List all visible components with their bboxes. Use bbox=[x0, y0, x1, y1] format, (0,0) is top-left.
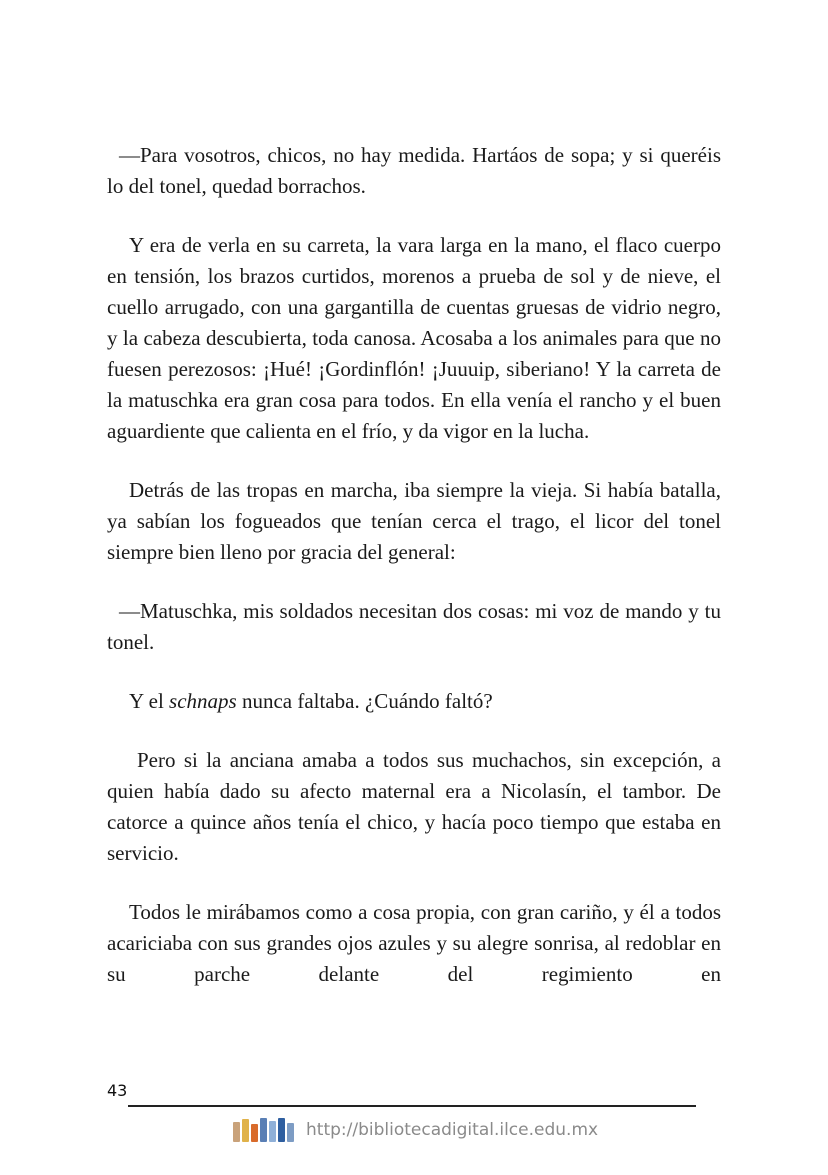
paragraph-dialog-1: —Para vosotros, chicos, no hay medida. Hartáos de sopa; y si queréis lo del tonel, quedad borrachos. bbox=[107, 143, 721, 198]
paragraph-dialog-4: —Matuschka, mis soldados necesitan dos cosas: mi voz de mando y tu tonel. bbox=[107, 599, 721, 654]
paragraph-5-italic-word: schnaps bbox=[169, 689, 237, 713]
page-number: 43 bbox=[107, 1081, 128, 1100]
paragraph-5 bbox=[107, 686, 721, 717]
paragraph-5-before: Y el bbox=[129, 689, 170, 713]
paragraph-7: Todos le mirábamos como a cosa propia, con gran cariño, y él a todos acariciaba con sus grandes ojos azules y su alegre sonrisa, al redoblar en su parche delante del regimiento en bbox=[107, 900, 721, 986]
books-logo-icon bbox=[233, 1118, 296, 1142]
paragraph-3: Detrás de las tropas en marcha, iba siempre la vieja. Si había batalla, ya sabían los fogueados que tenían cerca el trago, el licor del tonel siempre bien lleno por gracia del general: bbox=[107, 478, 721, 564]
book-spine bbox=[287, 1123, 294, 1142]
paragraph-6: Pero si la anciana amaba a todos sus muchachos, sin excepción, a quien había dado su afecto maternal era a Nicolasín, el tambor. De catorce a quince años tenía el chico, y hacía poco tiempo que estaba en servicio. bbox=[107, 748, 721, 865]
paragraph-2: Y era de verla en su carreta, la vara larga en la mano, el flaco cuerpo en tensión, los brazos curtidos, morenos a prueba de sol y de nieve, el cuello arrugado, con una gargantilla de cuentas gruesas de vidrio negro, y la cabeza descubierta, toda canosa. Acosaba a los animales para que no fuesen perezosos: ¡Hué! ¡Gordinflón! ¡Juuuip, siberiano! Y la carreta de la matuschka era gran cosa para todos. En ella venía el rancho y el buen aguardiente que calienta en el frío, y da vigor en la lucha. bbox=[107, 233, 721, 443]
footer-url-link[interactable]: http://bibliotecadigital.ilce.edu.mx bbox=[306, 1120, 599, 1140]
paragraph-5-after: nunca faltaba. ¿Cuándo faltó? bbox=[236, 689, 493, 713]
footer-divider bbox=[128, 1105, 696, 1107]
book-spine bbox=[242, 1119, 249, 1142]
book-spine bbox=[251, 1124, 258, 1142]
page-body bbox=[107, 140, 721, 1018]
book-spine bbox=[269, 1121, 276, 1142]
book-spine bbox=[260, 1118, 267, 1142]
book-spine bbox=[278, 1118, 285, 1142]
book-spine bbox=[233, 1122, 240, 1142]
footer-brand bbox=[233, 1117, 598, 1143]
